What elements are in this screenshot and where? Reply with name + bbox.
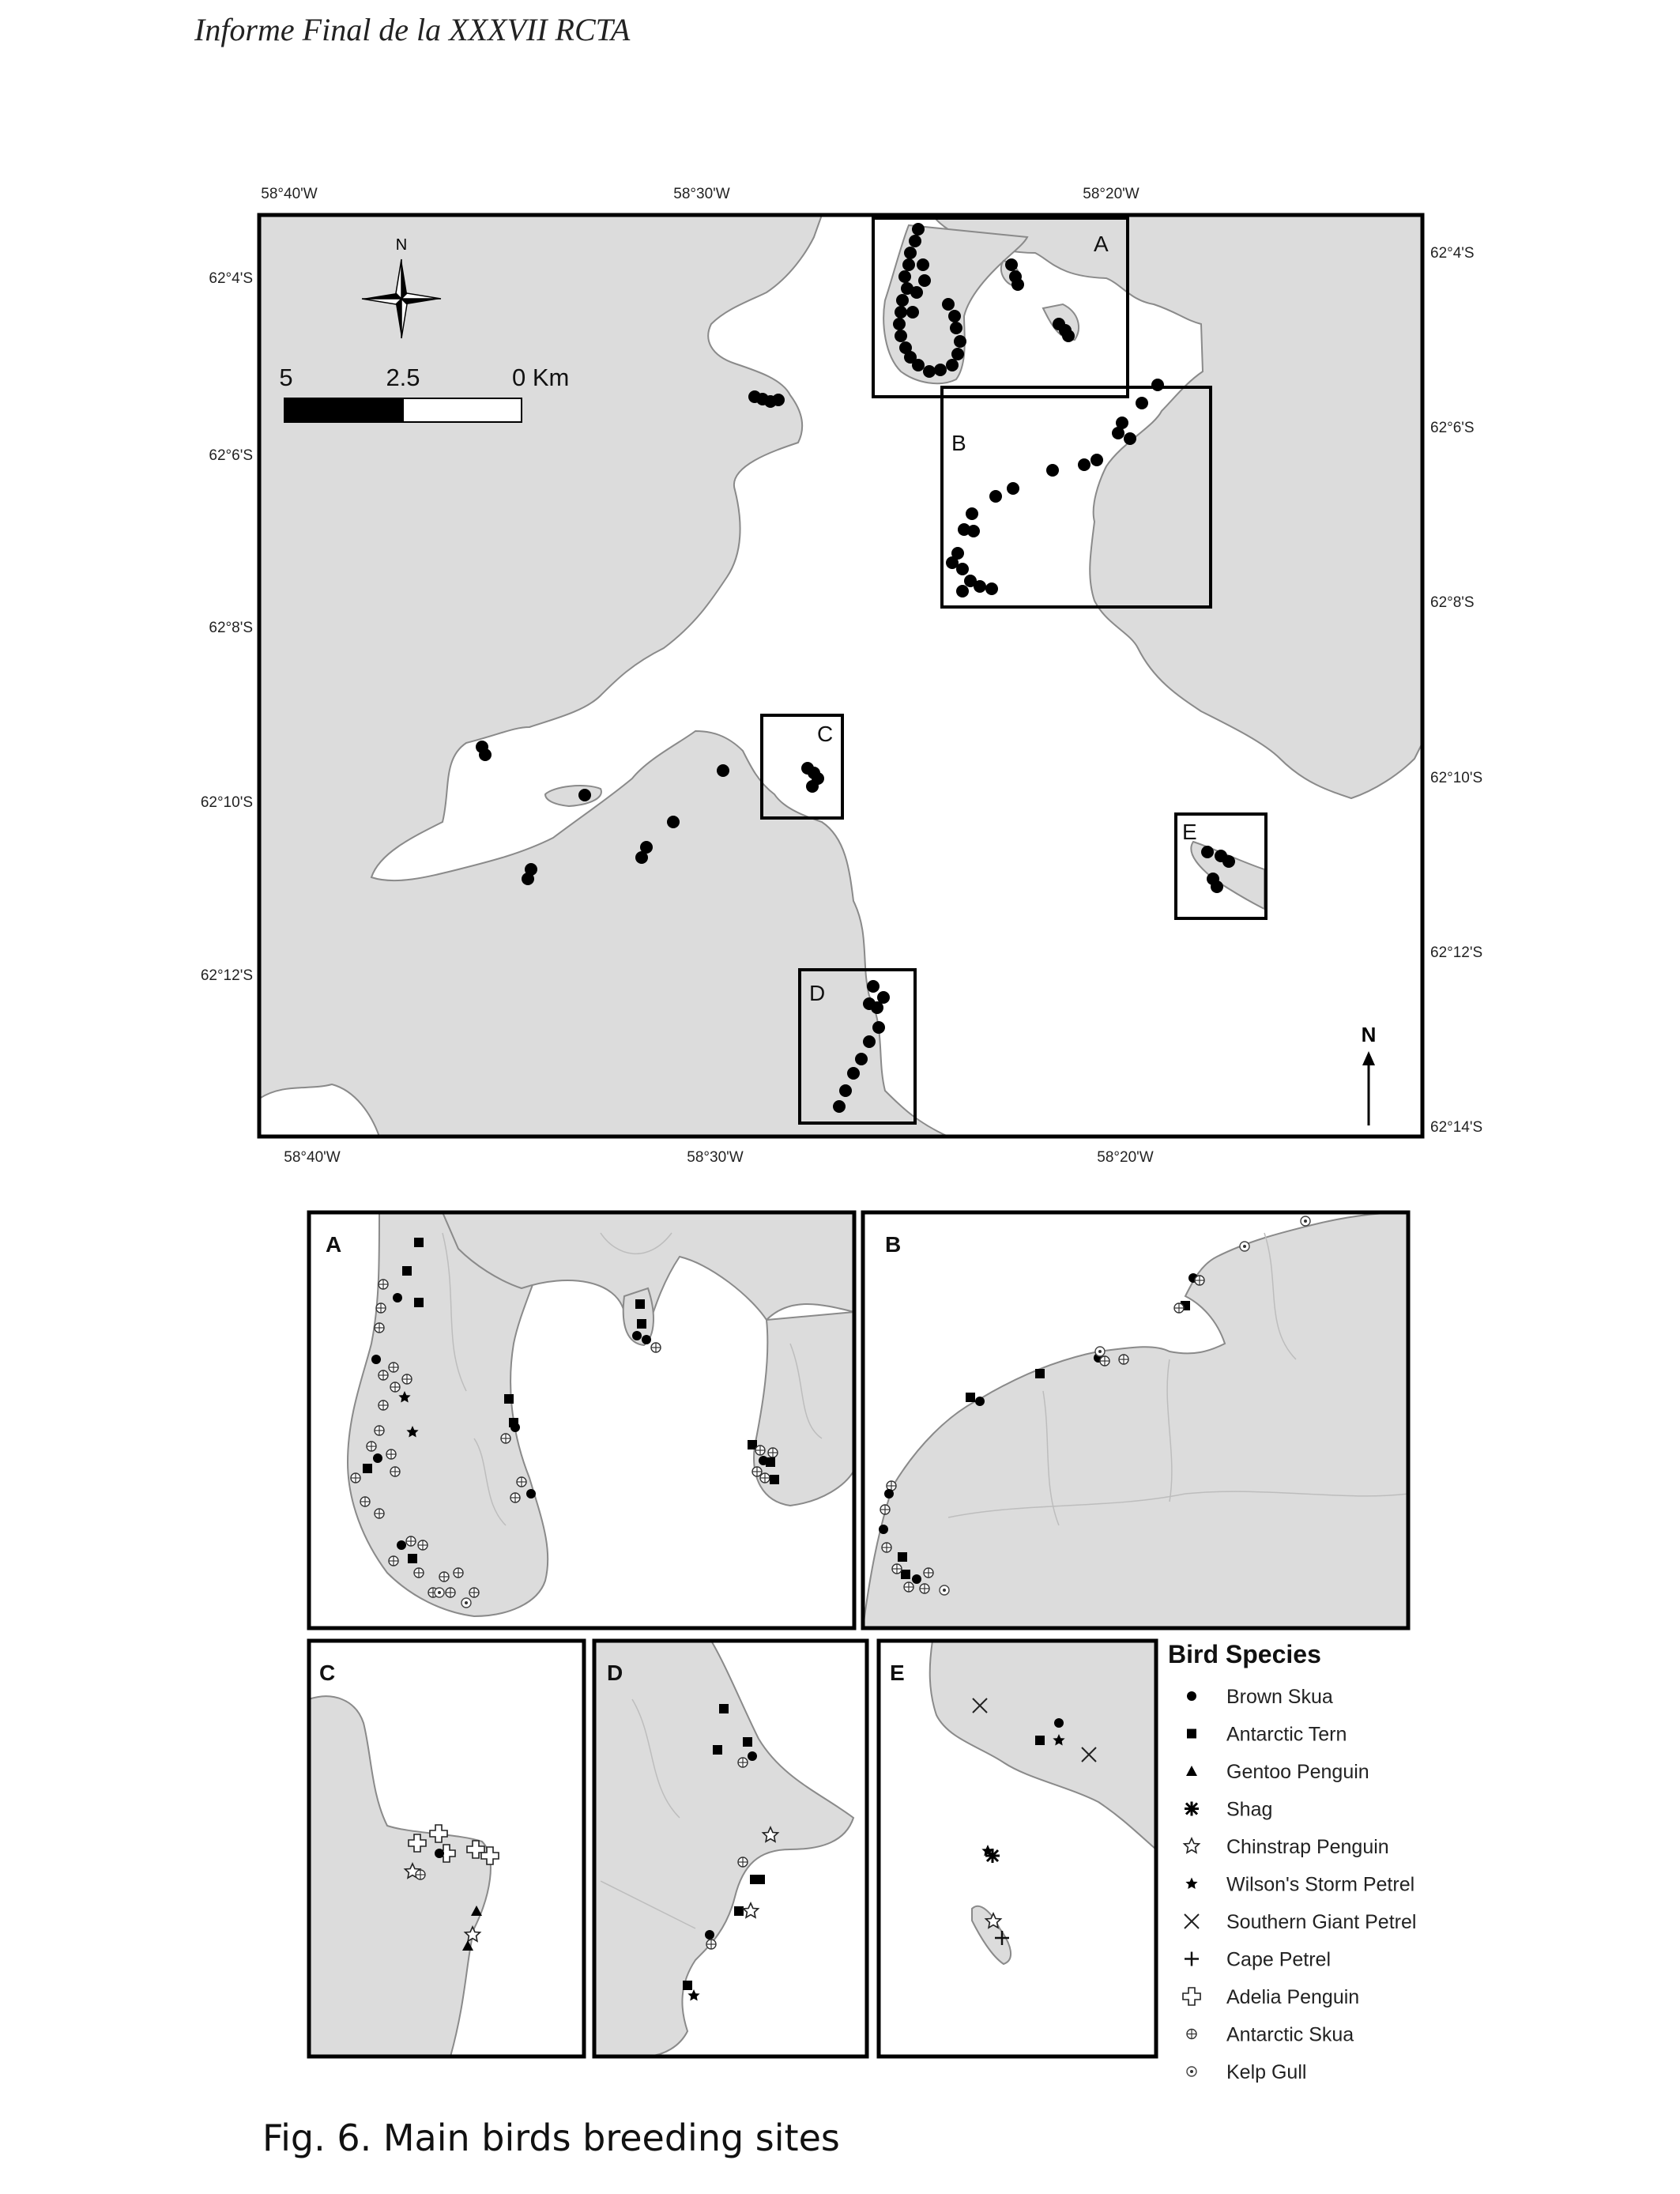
species-marker bbox=[1095, 1347, 1105, 1356]
detail-panel-e bbox=[879, 1641, 1156, 2056]
legend-item-label: Wilson's Storm Petrel bbox=[1226, 1873, 1415, 1896]
legend-item bbox=[1186, 1761, 1369, 1783]
x-cross-icon bbox=[1185, 1914, 1199, 1928]
species-marker bbox=[892, 1564, 902, 1574]
detail-panel-d bbox=[594, 1641, 867, 2056]
species-marker bbox=[898, 1552, 907, 1562]
site-marker bbox=[910, 286, 923, 299]
species-marker bbox=[1174, 1303, 1184, 1313]
legend-item bbox=[1187, 2024, 1354, 2046]
species-marker bbox=[360, 1497, 370, 1506]
svg-text:A: A bbox=[1094, 232, 1109, 256]
site-marker bbox=[1222, 855, 1235, 868]
legend-item-label: Brown Skua bbox=[1226, 1686, 1333, 1708]
species-marker bbox=[770, 1475, 779, 1484]
site-marker bbox=[918, 274, 931, 287]
species-marker bbox=[752, 1467, 762, 1476]
species-marker bbox=[418, 1540, 428, 1550]
legend-item bbox=[1187, 2061, 1306, 2083]
species-marker bbox=[375, 1509, 384, 1518]
site-marker bbox=[578, 789, 591, 801]
site-marker bbox=[872, 1021, 885, 1034]
site-marker bbox=[525, 863, 537, 876]
species-marker bbox=[683, 1981, 692, 1990]
lat-label-left-5: 62°12'S bbox=[200, 967, 253, 984]
circle-dot-icon bbox=[1187, 2067, 1196, 2076]
lon-label-top-1: 58°40'W bbox=[261, 186, 318, 202]
species-marker bbox=[1035, 1369, 1045, 1378]
north-arrow-label: N bbox=[1361, 1023, 1377, 1046]
species-marker bbox=[386, 1449, 396, 1459]
legend-item-label: Chinstrap Penguin bbox=[1226, 1836, 1389, 1858]
species-marker bbox=[351, 1473, 360, 1483]
site-marker bbox=[667, 816, 680, 828]
species-marker bbox=[748, 1751, 757, 1761]
panel-d-label: D bbox=[607, 1661, 623, 1685]
site-marker bbox=[895, 306, 907, 319]
species-marker bbox=[940, 1585, 949, 1595]
species-marker bbox=[632, 1331, 642, 1340]
site-marker bbox=[956, 585, 969, 598]
legend-item-label: Shag bbox=[1226, 1798, 1273, 1821]
svg-text:B: B bbox=[951, 431, 966, 455]
filled-star-icon bbox=[1185, 1878, 1197, 1890]
legend-item-label: Southern Giant Petrel bbox=[1226, 1911, 1417, 1933]
species-marker bbox=[414, 1298, 424, 1307]
site-marker bbox=[867, 980, 880, 993]
species-marker bbox=[975, 1397, 985, 1406]
species-marker bbox=[371, 1355, 381, 1364]
open-cross-icon bbox=[1183, 1988, 1200, 2005]
lat-label-left-1: 62°4'S bbox=[209, 270, 253, 287]
compass-n-label: N bbox=[395, 236, 408, 254]
species-marker bbox=[705, 1930, 714, 1940]
species-marker bbox=[406, 1536, 416, 1546]
site-marker bbox=[1201, 846, 1214, 858]
site-marker bbox=[893, 318, 906, 330]
species-marker bbox=[706, 1940, 716, 1949]
svg-text:D: D bbox=[809, 981, 826, 1005]
lat-label-right-3: 62°8'S bbox=[1430, 594, 1475, 611]
lat-label-right-4: 62°10'S bbox=[1430, 770, 1483, 786]
scale-label-2-5: 2.5 bbox=[386, 364, 420, 391]
site-marker bbox=[912, 359, 925, 371]
site-marker bbox=[967, 525, 980, 537]
site-marker bbox=[906, 306, 919, 319]
species-marker bbox=[510, 1493, 520, 1502]
site-marker bbox=[1011, 278, 1024, 291]
lat-label-right-5: 62°12'S bbox=[1430, 944, 1483, 961]
species-marker bbox=[435, 1588, 444, 1597]
site-marker bbox=[863, 1035, 876, 1048]
species-marker bbox=[1054, 1718, 1064, 1728]
legend-item-label: Antarctic Skua bbox=[1226, 2023, 1354, 2046]
site-marker bbox=[1078, 458, 1090, 471]
species-marker bbox=[901, 1570, 910, 1579]
lat-label-left-2: 62°6'S bbox=[209, 447, 253, 464]
site-marker bbox=[950, 322, 962, 334]
site-marker bbox=[635, 851, 648, 864]
asterisk-icon bbox=[1185, 1802, 1199, 1816]
species-marker bbox=[743, 1737, 752, 1747]
lon-label-bottom-3: 58°20'W bbox=[1097, 1149, 1154, 1166]
plus-icon bbox=[1185, 1952, 1199, 1966]
species-marker bbox=[379, 1280, 388, 1289]
species-marker bbox=[504, 1394, 514, 1404]
species-marker bbox=[713, 1745, 722, 1755]
species-marker bbox=[966, 1393, 975, 1402]
species-marker bbox=[454, 1568, 463, 1578]
site-marker bbox=[1151, 379, 1164, 391]
species-marker bbox=[755, 1875, 765, 1884]
species-marker bbox=[414, 1568, 424, 1578]
species-marker bbox=[414, 1238, 424, 1247]
site-marker bbox=[806, 780, 819, 793]
legend-item-label: Antarctic Tern bbox=[1226, 1723, 1347, 1746]
svg-text:C: C bbox=[817, 722, 834, 746]
panel-c-label: C bbox=[319, 1661, 336, 1685]
species-marker bbox=[1240, 1242, 1249, 1251]
filled-triangle-icon bbox=[1186, 1766, 1197, 1776]
site-marker bbox=[772, 394, 785, 406]
species-marker bbox=[760, 1473, 770, 1483]
species-marker bbox=[408, 1554, 417, 1563]
site-marker bbox=[896, 294, 909, 307]
lon-label-bottom-2: 58°30'W bbox=[687, 1149, 744, 1166]
legend-item bbox=[1183, 1986, 1359, 2008]
lon-label-top-3: 58°20'W bbox=[1083, 186, 1139, 202]
panel-e-label: E bbox=[890, 1661, 905, 1685]
lat-label-right-6: 62°14'S bbox=[1430, 1119, 1483, 1136]
panel-a-label: A bbox=[326, 1232, 342, 1257]
site-marker bbox=[974, 580, 986, 593]
species-marker bbox=[884, 1489, 894, 1498]
species-marker bbox=[402, 1266, 412, 1276]
species-marker bbox=[1195, 1276, 1204, 1285]
legend-title: Bird Species bbox=[1168, 1640, 1321, 1668]
legend-item-label: Adelia Penguin bbox=[1226, 1986, 1360, 2008]
species-marker bbox=[390, 1467, 400, 1476]
scale-label-0km: 0 Km bbox=[512, 364, 570, 391]
main-map bbox=[201, 186, 1482, 1166]
site-marker bbox=[1136, 397, 1148, 409]
site-marker bbox=[989, 490, 1002, 503]
site-marker bbox=[956, 563, 969, 575]
detail-panel-c bbox=[309, 1641, 584, 2056]
species-marker bbox=[526, 1489, 536, 1498]
site-marker bbox=[1062, 330, 1075, 342]
site-marker bbox=[909, 235, 921, 247]
species-marker bbox=[719, 1704, 729, 1713]
species-marker bbox=[880, 1505, 890, 1514]
detail-panel-a bbox=[309, 1212, 854, 1628]
site-marker bbox=[966, 507, 978, 520]
species-marker bbox=[1119, 1355, 1128, 1364]
species-marker bbox=[904, 1582, 913, 1592]
legend bbox=[1168, 1640, 1416, 2083]
legend-item bbox=[1185, 1949, 1331, 1971]
legend-item bbox=[1185, 1911, 1416, 1933]
site-marker bbox=[1211, 880, 1223, 893]
species-marker bbox=[461, 1598, 471, 1608]
legend-item bbox=[1187, 1686, 1333, 1708]
species-marker bbox=[389, 1556, 398, 1566]
species-marker bbox=[393, 1293, 402, 1302]
filled-circle-icon bbox=[1187, 1691, 1196, 1701]
species-marker bbox=[469, 1588, 479, 1597]
species-marker bbox=[642, 1335, 651, 1344]
panel-b-label: B bbox=[885, 1232, 902, 1257]
site-marker bbox=[912, 223, 925, 236]
legend-item bbox=[1185, 1799, 1272, 1821]
lat-label-left-3: 62°8'S bbox=[209, 620, 253, 636]
species-marker bbox=[439, 1572, 449, 1581]
circle-plus-icon bbox=[1187, 2030, 1196, 2039]
legend-item-label: Kelp Gull bbox=[1226, 2061, 1307, 2083]
species-marker bbox=[379, 1400, 388, 1410]
detail-panel-b bbox=[863, 1212, 1408, 1628]
species-marker bbox=[397, 1540, 406, 1550]
lon-label-top-2: 58°30'W bbox=[673, 186, 730, 202]
site-marker bbox=[951, 348, 964, 360]
legend-item bbox=[1185, 1874, 1414, 1896]
site-marker bbox=[877, 991, 890, 1004]
site-marker bbox=[923, 365, 936, 378]
species-marker bbox=[635, 1299, 645, 1309]
site-marker bbox=[1007, 482, 1019, 495]
species-marker bbox=[759, 1456, 768, 1465]
site-marker bbox=[895, 330, 907, 342]
site-marker bbox=[898, 270, 911, 283]
species-marker bbox=[389, 1363, 398, 1372]
species-marker bbox=[637, 1319, 646, 1329]
species-marker bbox=[768, 1448, 778, 1457]
page-header: Informe Final de la XXXVII RCTA bbox=[194, 12, 631, 47]
filled-square-icon bbox=[1187, 1729, 1196, 1739]
species-marker bbox=[879, 1525, 888, 1534]
site-marker bbox=[1112, 427, 1124, 439]
site-marker bbox=[904, 247, 917, 259]
species-marker bbox=[734, 1906, 744, 1916]
site-marker bbox=[1090, 454, 1103, 466]
open-star-icon bbox=[1185, 1838, 1200, 1853]
svg-text:E: E bbox=[1182, 820, 1197, 844]
species-marker bbox=[379, 1370, 388, 1380]
species-marker bbox=[446, 1588, 455, 1597]
site-marker bbox=[942, 298, 955, 311]
figure-caption: Fig. 6. Main birds breeding sites bbox=[262, 2117, 840, 2159]
legend-item bbox=[1185, 1836, 1389, 1858]
legend-item bbox=[1187, 1724, 1347, 1746]
lat-label-left-4: 62°10'S bbox=[200, 794, 253, 811]
species-marker bbox=[738, 1857, 748, 1867]
species-marker bbox=[510, 1423, 520, 1432]
scale-bar bbox=[284, 398, 522, 422]
species-marker bbox=[912, 1574, 921, 1584]
species-marker bbox=[651, 1343, 661, 1352]
species-marker bbox=[375, 1323, 384, 1333]
species-marker bbox=[375, 1426, 384, 1435]
site-marker bbox=[855, 1053, 868, 1065]
site-marker bbox=[946, 359, 959, 371]
species-marker bbox=[390, 1382, 400, 1392]
species-marker bbox=[367, 1442, 376, 1451]
legend-item-label: Cape Petrel bbox=[1226, 1948, 1332, 1971]
site-marker bbox=[917, 258, 929, 271]
species-marker bbox=[882, 1543, 891, 1552]
species-marker bbox=[373, 1453, 382, 1463]
site-marker bbox=[934, 364, 947, 376]
site-marker bbox=[1046, 464, 1059, 477]
species-marker bbox=[363, 1464, 372, 1473]
site-marker bbox=[1005, 258, 1018, 271]
site-marker bbox=[717, 764, 729, 777]
species-marker bbox=[755, 1446, 765, 1455]
scale-label-5: 5 bbox=[279, 364, 293, 391]
species-marker bbox=[924, 1568, 933, 1578]
species-marker bbox=[416, 1870, 425, 1879]
species-marker bbox=[376, 1303, 386, 1313]
site-marker bbox=[1124, 432, 1136, 445]
site-marker bbox=[948, 310, 961, 322]
species-marker bbox=[1035, 1736, 1045, 1745]
site-marker bbox=[833, 1100, 846, 1113]
site-marker bbox=[954, 335, 966, 348]
species-marker bbox=[738, 1758, 748, 1767]
species-marker bbox=[1301, 1216, 1310, 1226]
species-marker bbox=[1100, 1356, 1109, 1366]
site-marker bbox=[839, 1084, 852, 1097]
site-marker bbox=[479, 748, 492, 761]
lat-label-right-2: 62°6'S bbox=[1430, 420, 1475, 436]
species-marker bbox=[517, 1477, 526, 1487]
species-marker bbox=[501, 1434, 510, 1443]
site-marker bbox=[985, 582, 998, 595]
species-marker bbox=[920, 1584, 929, 1593]
legend-item-label: Gentoo Penguin bbox=[1226, 1761, 1369, 1783]
site-marker bbox=[902, 258, 915, 271]
site-marker bbox=[847, 1067, 860, 1080]
lat-label-right-1: 62°4'S bbox=[1430, 245, 1475, 262]
species-marker bbox=[435, 1849, 444, 1858]
lon-label-bottom-1: 58°40'W bbox=[284, 1149, 341, 1166]
species-marker bbox=[402, 1374, 412, 1384]
